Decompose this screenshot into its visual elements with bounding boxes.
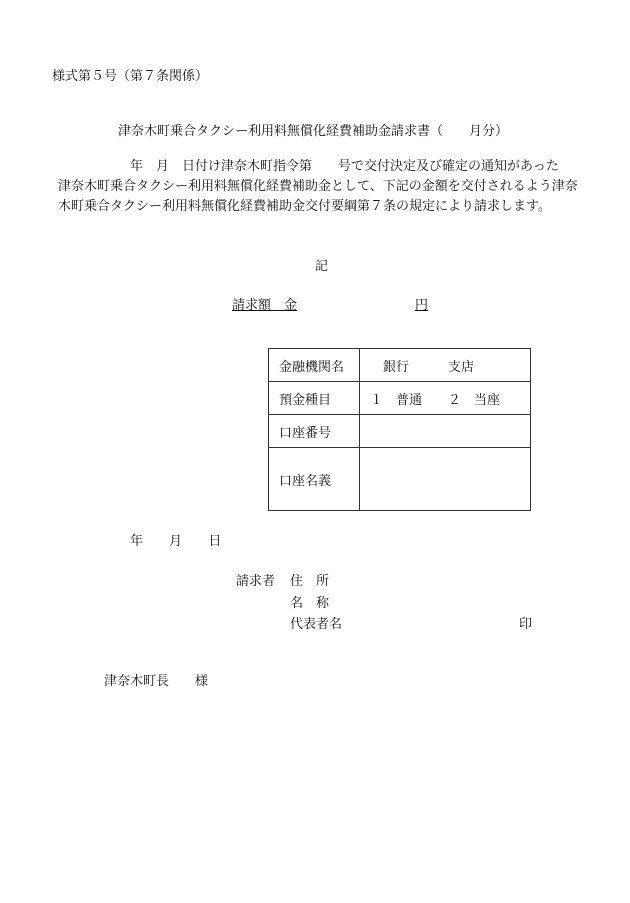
body-rest: 津奈木町乗合タクシー利用料無償化経費補助金として、下記の金額を交付されるよう津奈木町乗合タクシー利用料無償化経費補助金交付要綱第７条の規定により請求します。 [58,179,578,214]
account-holder-label: 口座名義 [269,448,360,511]
ki-heading: 記 [315,259,329,274]
date-day: 日 [208,534,222,549]
table-row [269,349,531,382]
address-label: 住 所 [290,574,330,589]
amount-label: 請求額 金 [232,298,298,313]
account-number-value[interactable] [360,415,531,448]
bank-name-label: 金融機関名 [269,349,360,382]
requester-label: 請求者 [236,574,276,589]
table-row [269,448,531,511]
bank-name-value[interactable]: 銀行 支店 [360,349,531,382]
seal-mark: 印 [519,617,533,632]
addressee: 津奈木町長 様 [104,674,209,689]
table-row [269,382,531,415]
representative-label: 代表者名 [290,617,343,632]
document-title: 津奈木町乗合タクシー利用料無償化経費補助金請求書（ 月分） [118,124,509,139]
account-holder-value[interactable] [360,448,531,511]
name-label: 名 称 [290,596,330,611]
date-line [130,530,243,549]
deposit-type-label: 預金種目 [269,382,360,415]
deposit-type-value[interactable]: １ 普通 ２ 当座 [360,382,531,415]
date-month: 月 [169,534,183,549]
table-row [269,415,531,448]
account-number-label: 口座番号 [269,415,360,448]
amount-line [232,294,428,313]
amount-unit: 円 [415,298,429,313]
bank-account-table [268,348,531,511]
date-year: 年 [130,534,144,549]
request-body-text [58,157,588,217]
form-number: 様式第５号（第７条関係） [52,69,209,84]
body-first-line: 年 月 日付け津奈木町指令第 号で交付決定及び確定の通知があった [130,159,559,174]
